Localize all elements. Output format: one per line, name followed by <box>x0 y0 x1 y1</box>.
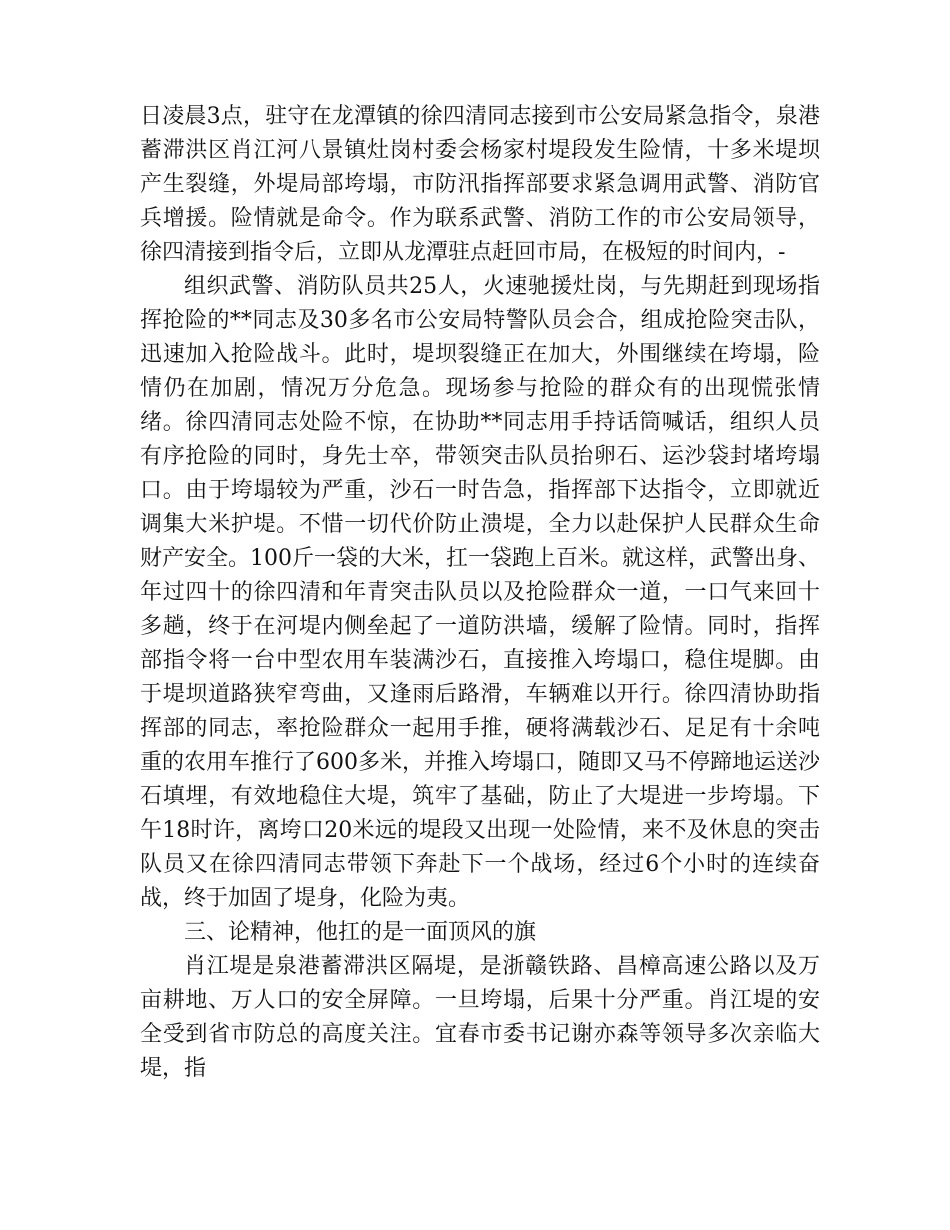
paragraph-rescue-operation: 组织武警、消防队员共25人，火速驰援灶岗，与先期赶到现场指挥抢险的**同志及30多名市公安局特警队员会合，组成抢险突击队，迅速加入抢险战斗。此时，堤坝裂缝正在加大，外围继续在垮塌，险情仍在加剧，情况万分危急。现场参与抢险的群众有的出现慌张情绪。徐四清同志处险不惊，在协助**同志用手持话筒喊话，组织人员有序抢险的同时，身先士卒，带领突击队员抬卵石、运沙袋封堵垮塌口。由于垮塌较为严重，沙石一时告急，指挥部下达指令，立即就近调集大米护堤。不惜一切代价防止溃堤，全力以赴保护人民群众生命财产安全。100斤一袋的大米，扛一袋跑上百米。就这样，武警出身、年过四十的徐四清和年青突击队员以及抢险群众一道，一口气来回十多趟，终于在河堤内侧垒起了一道防洪墙，缓解了险情。同时，指挥部指令将一台中型农用车装满沙石，直接推入垮塌口，稳住堤脚。由于堤坝道路狭窄弯曲，又逢雨后路滑，车辆难以开行。徐四清协助指挥部的同志，率抢险群众一起用手推，硬将满载沙石、足足有十余吨重的农用车推行了600多米，并推入垮塌口，随即又马不停蹄地运送沙石填埋，有效地稳住大堤，筑牢了基础，防止了大堤进一步垮塌。下午18时许，离垮口20米远的堤段又出现一处险情，来不及休息的突击队员又在徐四清同志带领下奔赴下一个战场，经过6个小时的连续奋战，终于加固了堤身，化险为夷。 <box>140 274 820 911</box>
paragraph-xiaojiang-dike: 肖江堤是泉港蓄滞洪区隔堤，是浙赣铁路、昌樟高速公路以及万亩耕地、万人口的安全屏障。一旦垮塌，后果十分严重。肖江堤的安全受到省市防总的高度关注。宜春市委书记谢亦森等领导多次亲临大堤，指 <box>140 954 820 1081</box>
section-heading: 三、论精神，他扛的是一面顶风的旗 <box>184 920 537 945</box>
document-page <box>140 100 820 1086</box>
paragraph-continued: 日凌晨3点，驻守在龙潭镇的徐四清同志接到市公安局紧急指令，泉港蓄滞洪区肖江河八景镇灶岗村委会杨家村堤段发生险情，十多米堤坝产生裂缝，外堤局部垮塌，市防汛指挥部要求紧急调用武警、消防官兵增援。险情就是命令。作为联系武警、消防工作的市公安局领导，徐四清接到指令后，立即从龙潭驻点赶回市局，在极短的时间内，- <box>140 104 820 265</box>
